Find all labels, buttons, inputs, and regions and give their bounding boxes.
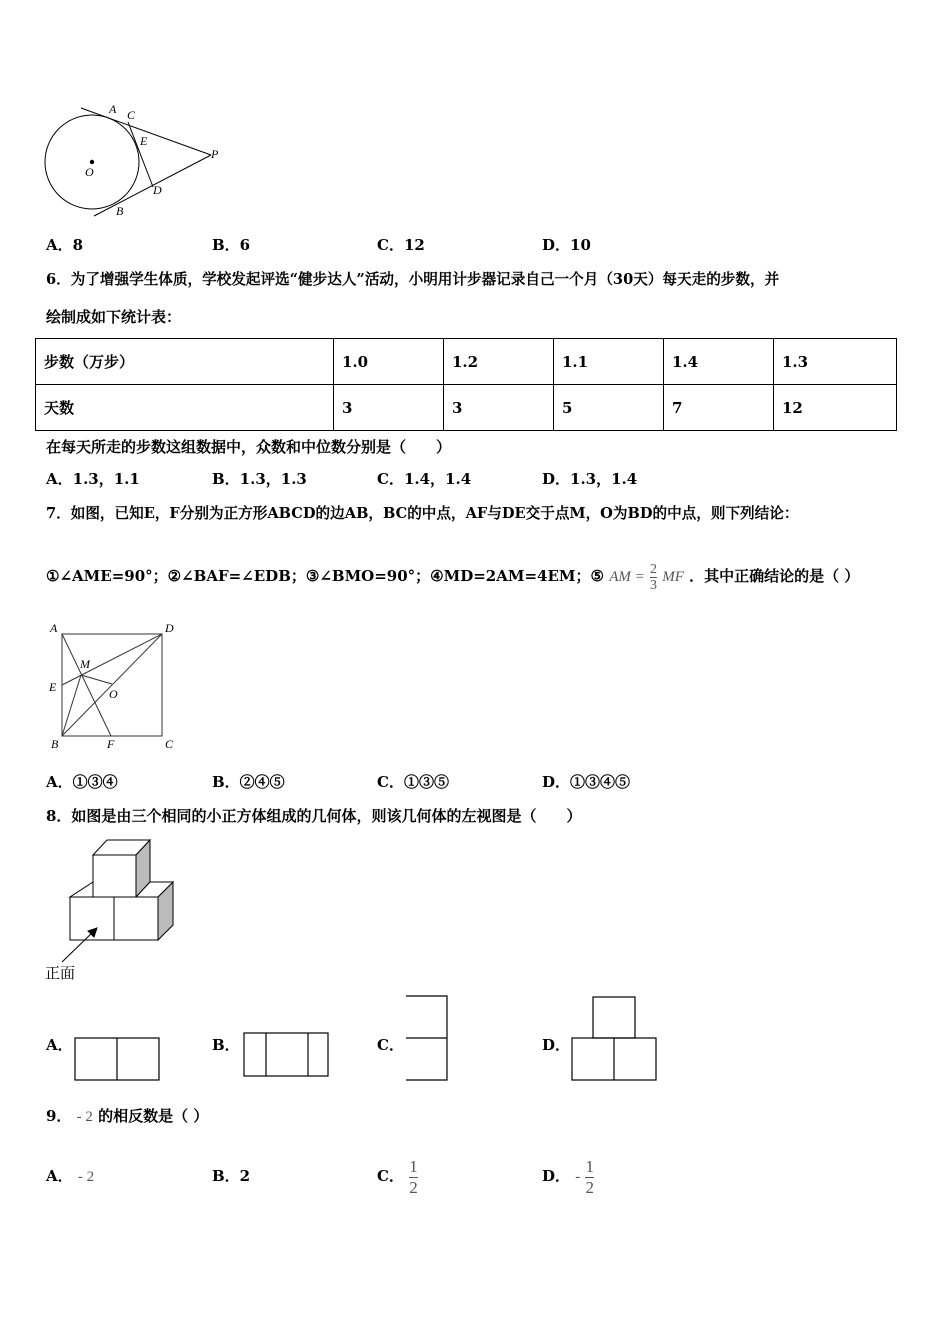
frac-num: 1 (409, 1156, 418, 1176)
table-cell: 1.4 (664, 339, 774, 385)
label-d: D (153, 183, 162, 197)
table-cell: 3 (334, 385, 444, 431)
q9-text (46, 1107, 208, 1126)
q8-option-c[interactable]: C． (377, 1036, 404, 1054)
q6-question: 在每天所走的步数这组数据中，众数和中位数分别是（ ） (46, 438, 452, 456)
option-letter: A． (46, 1167, 73, 1185)
q7-option-b: B．②④⑤ (212, 773, 285, 791)
label-f: F (107, 737, 115, 751)
q7-option-a: A．①③④ (46, 773, 118, 791)
table-cell: 1.3 (774, 339, 897, 385)
frac-den: 2 (585, 1177, 594, 1197)
q7-tail: ．其中正确结论的是（ ） (689, 567, 860, 585)
q8-text: 8．如图是由三个相同的小正方体组成的几何体，则该几何体的左视图是（ ） (46, 807, 582, 825)
table-cell: 1.2 (444, 339, 554, 385)
table-cell: 3 (444, 385, 554, 431)
q6-option-d: D．1.3，1.4 (542, 470, 638, 488)
frac-num: 1 (585, 1156, 594, 1176)
q5-option-a: A．8 (46, 236, 84, 254)
label-o: O (85, 165, 94, 179)
frac-num: 2 (649, 561, 657, 577)
q9-option-c[interactable] (377, 1143, 418, 1209)
q6-text-line2: 绘制成如下统计表： (46, 308, 182, 326)
q8-option-b[interactable]: B． (212, 1036, 240, 1054)
label-m: M (80, 657, 90, 671)
frac-den: 2 (409, 1177, 418, 1197)
table-cell: 天数 (36, 385, 334, 431)
q6-text-line1: 6．为了增强学生体质，学校发起评选“健步达人”活动，小明用计步器记录自己一个月（30天）每天走的步数，并 (46, 271, 780, 288)
q7-text-line1: 7．如图，已知E，F分别为正方形ABCD的边AB，BC的中点，AF与DE交于点M，O为BD的中点，则下列结论： (46, 505, 799, 522)
q9-neg2: - 2 (76, 1109, 93, 1125)
q7-mf: MF (662, 569, 684, 585)
label-o: O (109, 687, 118, 701)
q9-option-d[interactable] (542, 1143, 594, 1210)
frac-den: 3 (649, 577, 657, 593)
label-c: C (165, 737, 174, 751)
q7-option-c: C．①③⑤ (377, 773, 449, 791)
q7-option-d: D．①③④⑤ (542, 773, 631, 791)
q8-option-a[interactable]: A． (46, 1036, 73, 1054)
table-cell: 7 (664, 385, 774, 431)
table-cell: 1.1 (554, 339, 664, 385)
q9-number: 9． (46, 1107, 72, 1125)
label-b: B (116, 204, 124, 218)
q9-option-a[interactable] (46, 1167, 94, 1186)
table-cell: 5 (554, 385, 664, 431)
front-label: 正面 (45, 964, 76, 982)
label-a: A (109, 102, 117, 116)
table-cell: 步数（万步） (36, 339, 334, 385)
q5-option-b: B．6 (212, 236, 251, 254)
option-letter: D． (542, 1167, 571, 1185)
q6-option-b: B．1.3，1.3 (212, 470, 307, 488)
q5-option-d: D．10 (542, 236, 591, 254)
table-cell: 12 (774, 385, 897, 431)
label-a: A (50, 621, 58, 635)
label-p: P (211, 147, 219, 161)
option-value: - 2 (77, 1169, 95, 1185)
q8-option-d[interactable]: D． (542, 1036, 571, 1054)
label-d: D (165, 621, 174, 635)
label-e: E (49, 680, 57, 694)
minus-sign: - (575, 1169, 581, 1185)
q9-suffix: 的相反数是（ ） (98, 1107, 209, 1125)
q7-conclusions: ①∠AME=90°；②∠BAF=∠EDB；③∠BMO=90°；④MD=2AM=4EM；⑤ (46, 567, 604, 585)
q7-am: AM = (609, 569, 645, 585)
label-e: E (140, 134, 148, 148)
option-letter: C． (377, 1167, 404, 1185)
q5-option-c: C．12 (377, 236, 425, 254)
fraction-1-2 (585, 1157, 594, 1198)
label-c: C (127, 108, 136, 122)
table-cell: 1.0 (334, 339, 444, 385)
label-b: B (51, 737, 59, 751)
fraction-1-2 (409, 1157, 418, 1198)
q6-option-a: A．1.3，1.1 (46, 470, 140, 488)
q9-option-b[interactable]: B．2 (212, 1167, 251, 1185)
q6-option-c: C．1.4，1.4 (377, 470, 472, 488)
